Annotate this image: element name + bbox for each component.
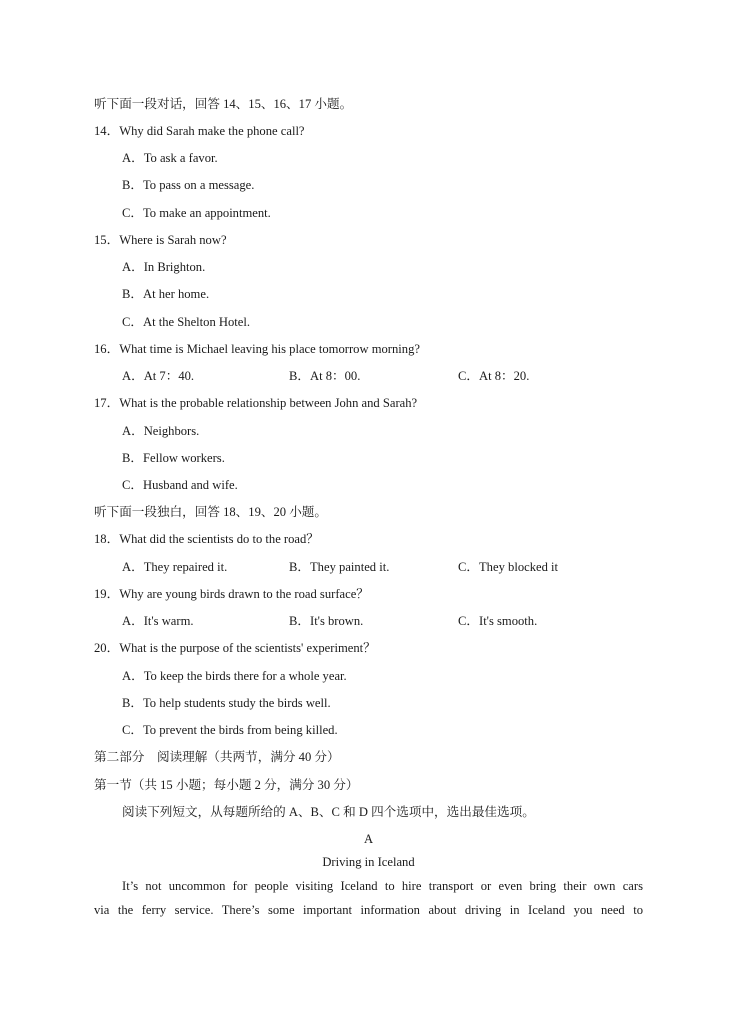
question-15: 15．Where is Sarah now? (94, 233, 227, 247)
question-17-option-c: C．Husband and wife. (122, 478, 238, 492)
question-19: 19．Why are young birds drawn to the road surface？ (94, 587, 369, 601)
question-14-option-a: A．To ask a favor. (122, 151, 218, 165)
passage-line-2: via the ferry service. There’s some important information about driving in Iceland you need to (94, 903, 643, 917)
question-18-option-a: A．They repaired it. (122, 560, 228, 574)
reading-instruction: 阅读下列短文，从每题所给的 A、B、C 和 D 四个选项中，选出最佳选项。 (122, 805, 535, 819)
passage-line-1: It’s not uncommon for people visiting Iceland to hire transport or even bring their own cars (122, 879, 643, 893)
question-20: 20．What is the purpose of the scientists' experiment？ (94, 641, 376, 655)
question-14-option-c: C．To make an appointment. (122, 206, 271, 220)
monologue-instruction-18-20: 听下面一段独白，回答 18、19、20 小题。 (94, 505, 327, 519)
question-15-option-b: B．At her home. (122, 287, 210, 301)
question-16-option-b: B．At 8：00. (289, 369, 361, 383)
question-17-option-b: B．Fellow workers. (122, 451, 225, 465)
part-two-heading: 第二部分 阅读理解（共两节，满分 40 分） (94, 750, 340, 764)
passage-letter: A (363, 832, 374, 846)
question-15-option-a: A．In Brighton. (122, 260, 206, 274)
question-19-option-c: C．It's smooth. (458, 614, 538, 628)
question-20-option-c: C．To prevent the birds from being killed. (122, 723, 338, 737)
dialogue-instruction-14-17: 听下面一段对话，回答 14、15、16、17 小题。 (94, 97, 353, 111)
question-15-option-c: C．At the Shelton Hotel. (122, 315, 251, 329)
question-19-option-a: A．It's warm. (122, 614, 194, 628)
question-20-option-a: A．To keep the birds there for a whole year. (122, 669, 347, 683)
section-one-heading: 第一节（共 15 小题；每小题 2 分，满分 30 分） (94, 778, 359, 792)
question-16-option-c: C．At 8：20. (458, 369, 530, 383)
question-14-option-b: B．To pass on a message. (122, 178, 255, 192)
passage-title: Driving in Iceland (322, 855, 415, 869)
question-18-option-c: C．They blocked it (458, 560, 559, 574)
question-19-option-b: B．It's brown. (289, 614, 364, 628)
question-17: 17．What is the probable relationship between John and Sarah? (94, 396, 418, 410)
question-17-option-a: A．Neighbors. (122, 424, 200, 438)
question-18: 18．What did the scientists do to the road？ (94, 532, 319, 546)
question-16: 16．What time is Michael leaving his place tomorrow morning? (94, 342, 420, 356)
question-20-option-b: B．To help students study the birds well. (122, 696, 331, 710)
question-16-option-a: A．At 7：40. (122, 369, 195, 383)
question-14: 14．Why did Sarah make the phone call? (94, 124, 305, 138)
question-18-option-b: B．They painted it. (289, 560, 390, 574)
